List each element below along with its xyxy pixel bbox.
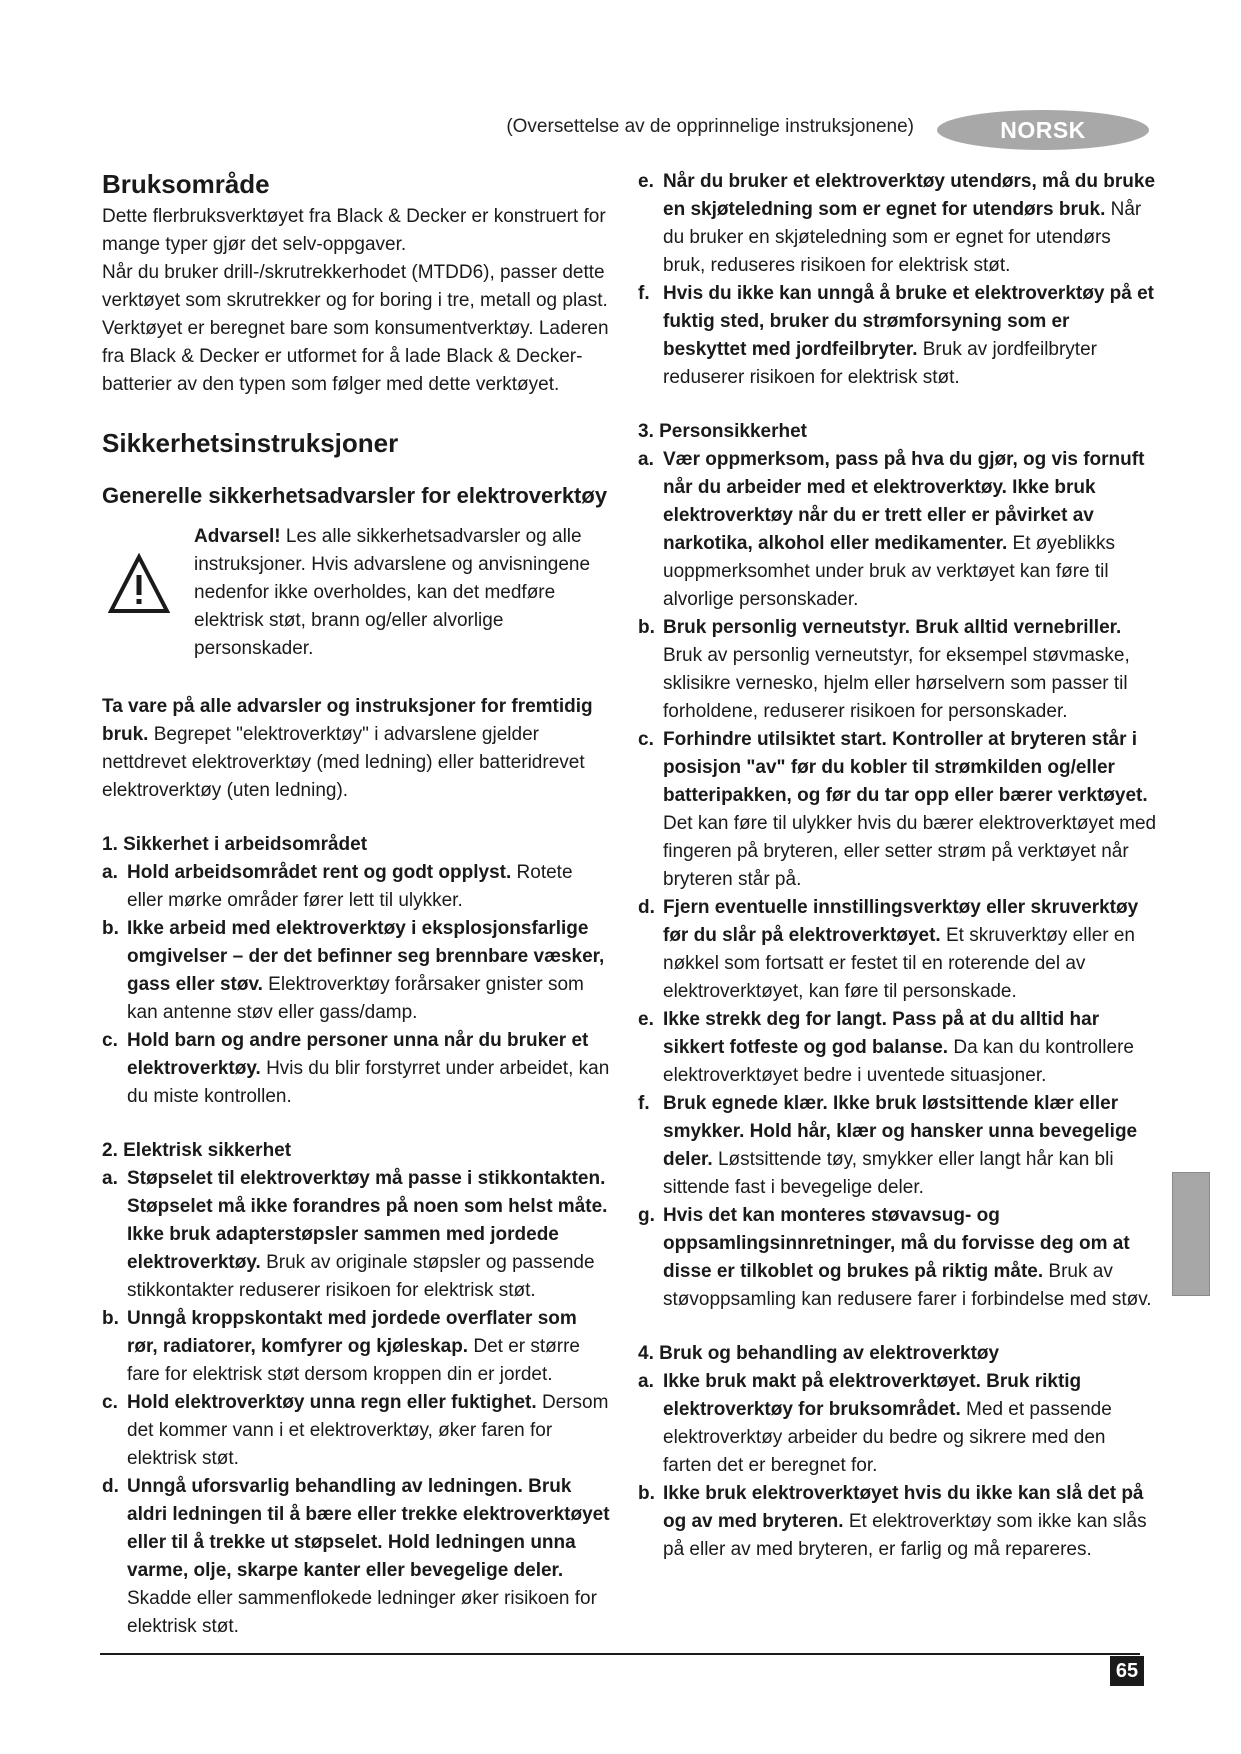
left-column bbox=[102, 168, 612, 1641]
section-title-bruksomrade: Bruksområde bbox=[102, 169, 270, 199]
list-item: c. Forhindre utilsiktet start. Kontroller at bryteren står i posisjon "av" før du kobler til strømkilden og/eller batteripakken, og før du tar opp eller bærer verktøyet. Det kan føre til ulykker hvis du bærer elektroverktøyet med fingeren på bryteren, eller setter strøm på verktøyet når bryteren står på. bbox=[638, 729, 1157, 890]
list-item: c. Hold barn og andre personer unna når du bruker et elektroverktøy. Hvis du blir forstyrret under arbeidet, kan du miste kontrollen. bbox=[102, 1030, 610, 1107]
header-caption: (Oversettelse av de opprinnelige instruksjonene) bbox=[506, 116, 914, 137]
section3-title: 3. Personsikkerhet bbox=[638, 421, 807, 442]
list-item: b. Unngå kroppskontakt med jordede overflater som rør, radiatorer, komfyrer og kjøleskap. Det er større fare for elektrisk støt dersom kroppen din er jordet. bbox=[102, 1308, 580, 1385]
language-tab bbox=[937, 110, 1149, 150]
list-item: b. Ikke bruk elektroverktøyet hvis du ikke kan slå det på og av med bryteren. Et elektroverktøy som ikke kan slås på eller av med bryteren, er farlig og må repareres. bbox=[638, 1483, 1147, 1560]
section1-title: 1. Sikkerhet i arbeidsområdet bbox=[102, 834, 368, 855]
keep-instructions-paragraph bbox=[102, 693, 612, 805]
keep-instructions-bold: Ta vare på alle advarsler og instruksjoner for fremtidig bruk. bbox=[102, 696, 593, 745]
page-number-label: 65 bbox=[1115, 1659, 1139, 1682]
language-label: NORSK bbox=[1000, 116, 1086, 143]
side-thumb-tab bbox=[1172, 1172, 1210, 1296]
subsection-title-general: Generelle sikkerhetsadvarsler for elektroverktøy bbox=[102, 483, 608, 508]
list-item: b. Ikke arbeid med elektroverktøy i eksplosjonsfarlige omgivelser – der det befinner seg brennbare væsker, gass eller støv. Elektroverktøy forårsaker gnister som kan antenne støv eller gass/damp. bbox=[102, 918, 605, 1023]
right-column bbox=[638, 168, 1158, 1564]
warning-body: Les alle sikkerhetsadvarsler og alle instruksjoner. Hvis advarslene og anvisningene nedenfor ikke overholdes, kan det medføre elektrisk støt, brann og/eller alvorlige personskader. bbox=[194, 526, 591, 659]
warning-label: Advarsel! bbox=[194, 526, 281, 547]
list-item: g. Hvis det kan monteres støvavsug- og oppsamlingsinnretninger, må du forvisse deg om at disse er tilkoblet og brukes på riktig måte. Bruk av støvoppsamling kan redusere farer i forbindelse med støv. bbox=[638, 1205, 1152, 1310]
list-item: a. Hold arbeidsområdet rent og godt opplyst. Rotete eller mørke områder fører lett til ulykker. bbox=[102, 862, 573, 911]
list-item: e. Når du bruker et elektroverktøy utendørs, må du bruke en skjøteledning som er egnet for utendørs bruk. Når du bruker en skjøteledning som er egnet for utendørs bruk, reduseres risikoen for elektrisk støt. bbox=[638, 171, 1156, 276]
section4-title: 4. Bruk og behandling av elektroverktøy bbox=[638, 1343, 1000, 1364]
keep-instructions-text: Begrepet "elektroverktøy" i advarslene gjelder nettdrevet elektroverktøy (med ledning) eller batteridrevet elektroverktøy (uten ledning). bbox=[102, 724, 585, 801]
warning-block bbox=[102, 523, 612, 663]
list-item: d. Fjern eventuelle innstillingsverktøy eller skruverktøy før du slår på elektroverktøyet. Et skruverktøy eller en nøkkel som fortsatt er festet til en roterende del av elektroverktøyet, kan føre til personskade. bbox=[638, 897, 1139, 1002]
list-item: e. Ikke strekk deg for langt. Pass på at du alltid har sikkert fotfeste og god balanse. Da kan du kontrollere elektroverktøyet bedre i uventede situasjoner. bbox=[638, 1009, 1134, 1086]
list-item: f. Hvis du ikke kan unngå å bruke et elektroverktøy på et fuktig sted, bruker du strømforsyning som er beskyttet med jordfeilbryter. Bruk av jordfeilbryter reduserer risikoen for elektrisk støt. bbox=[638, 283, 1155, 388]
warning-text bbox=[194, 523, 612, 663]
footer-rule bbox=[100, 1653, 1140, 1655]
section-title-safety: Sikkerhetsinstruksjoner bbox=[102, 428, 399, 458]
list-item: f. Bruk egnede klær. Ikke bruk løstsittende klær eller smykker. Hold hår, klær og hansker unna bevegelige deler. Løstsittende tøy, smykker eller langt hår kan bli sittende fast i bevegelige deler. bbox=[638, 1093, 1138, 1198]
list-item: b. Bruk personlig verneutstyr. Bruk alltid vernebriller. Bruk av personlig verneutstyr, for eksempel støvmaske, sklisikre vernesko, hjelm eller hørselvern som passer til forholdene, reduserer risikoen for personskader. bbox=[638, 617, 1130, 722]
list-item: d. Unngå uforsvarlig behandling av ledningen. Bruk aldri ledningen til å bære eller trekke elektroverktøyet eller til å trekke ut støpselet. Hold ledningen unna varme, olje, skarpe kanter eller bevegelige deler. Skadde eller sammenflokede ledninger øker risikoen for elektrisk støt. bbox=[102, 1476, 610, 1637]
list-item: c. Hold elektroverktøy unna regn eller fuktighet. Dersom det kommer vann i et elektroverktøy, øker faren for elektrisk støt. bbox=[102, 1392, 609, 1469]
list-item: a. Ikke bruk makt på elektroverktøyet. Bruk riktig elektroverktøy for bruksområdet. Med et passende elektroverktøy arbeider du bedre og sikrere med den farten det er beregnet for. bbox=[638, 1371, 1112, 1476]
list-item: a. Støpselet til elektroverktøy må passe i stikkontakten. Støpselet må ikke forandres på noen som helst måte. Ikke bruk adapterstøpsler sammen med jordede elektroverktøy. Bruk av originale støpsler og passende stikkontakter reduserer risikoen for elektrisk støt. bbox=[102, 1168, 608, 1301]
warning-triangle-icon bbox=[108, 553, 170, 615]
list-item: a. Vær oppmerksom, pass på hva du gjør, og vis fornuft når du arbeider med et elektroverktøy. Ikke bruk elektroverktøy når du er trett eller er påvirket av narkotika, alkohol eller medikamenter. Et øyeblikks uoppmerksomhet under bruk av verktøyet kan føre til alvorlige personskader. bbox=[638, 449, 1145, 610]
intro-paragraph-2: Når du bruker drill-/skrutrekkerhodet (MTDD6), passer dette verktøyet som skrutrekker og for boring i tre, metall og plast. Verktøyet er beregnet bare som konsumentverktøy. Laderen fra Black & Decker er utformet for å lade Black & Decker-batterier av den typen som følger med dette verktøyet. bbox=[102, 262, 609, 395]
intro-paragraph-1: Dette flerbruksverktøyet fra Black & Decker er konstruert for mange typer gjør det selv-oppgaver. bbox=[102, 206, 606, 255]
page-number bbox=[1110, 1656, 1144, 1686]
section2-title: 2. Elektrisk sikkerhet bbox=[102, 1140, 292, 1161]
